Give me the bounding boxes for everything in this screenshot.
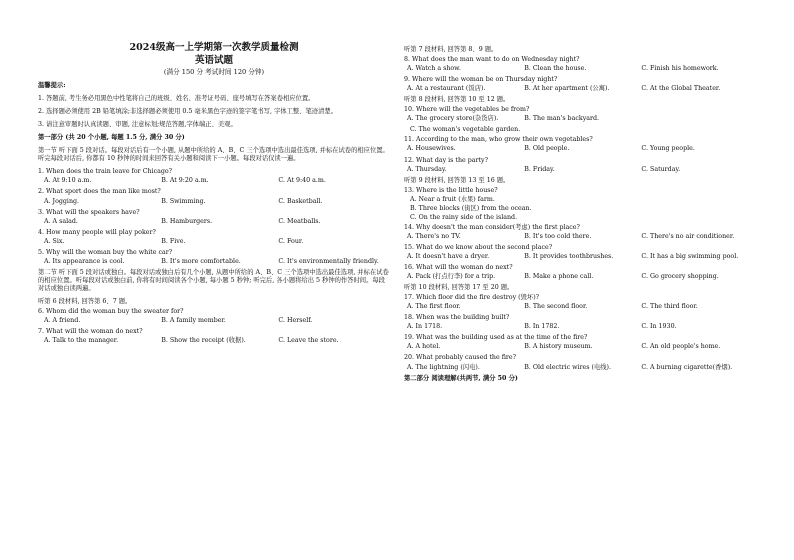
option-c[interactable]: C. It's environmentally friendly. (278, 257, 379, 265)
left-column (38, 42, 390, 348)
question-stem: 6. Whom did the woman buy the sweater for? (38, 308, 184, 316)
option-c[interactable]: C. Saturday. (641, 165, 681, 173)
option-b[interactable]: B. The man's backyard. (524, 115, 600, 123)
option-row (38, 198, 390, 206)
option-a[interactable]: A. A hotel. (407, 343, 441, 351)
option-b[interactable]: B. At 9:20 a.m. (161, 177, 209, 185)
exam-meta: (满分 150 分 考试时间 120 分钟) (163, 67, 265, 76)
question-stem: 19. What was the building used as at the time of the fire? (404, 334, 588, 342)
audio-instruction: 听第 7 段材料, 回答第 8、9 题。 (404, 46, 498, 53)
option-row (404, 253, 756, 261)
option-c[interactable]: C. On the rainy side of the island. (410, 213, 518, 221)
option-row (404, 343, 756, 351)
option-c[interactable]: C. An old people's home. (641, 343, 721, 351)
option-c[interactable]: C. At the Global Theater. (641, 85, 721, 93)
option-b[interactable]: B. At her apartment (公寓). (524, 85, 610, 93)
option-c[interactable]: C. A burning cigarette(香烟). (641, 363, 733, 371)
option-b[interactable]: B. It provides toothbrushes. (524, 252, 614, 260)
question-group (38, 168, 390, 265)
note-item: 2. 选择题必须使用 2B 铅笔填涂;非选择题必须使用 0.5 毫米黑色字迹的签字笔书写, 字体工整、笔迹清楚。 (38, 108, 337, 116)
question-stem: 5. Why will the woman buy the white car? (38, 248, 173, 256)
option-row (38, 218, 390, 226)
option-c[interactable]: C. Four. (278, 237, 304, 245)
option-b[interactable]: B. Three blocks (街区) from the ocean. (410, 204, 532, 212)
option-row (38, 238, 390, 246)
option-c[interactable]: C. Basketball. (278, 197, 323, 205)
option-row (404, 65, 756, 73)
question-stem: 3. What will the speakers have? (38, 208, 140, 216)
option-a[interactable]: A. It doesn't have a dryer. (407, 252, 490, 260)
question-group (404, 224, 756, 281)
question-stem: 8. What does the man want to do on Wednesday night? (404, 56, 580, 64)
option-row (38, 177, 390, 185)
option-a[interactable]: A. Near a fruit (水果) farm. (410, 195, 495, 203)
option-row (404, 273, 756, 281)
option-a[interactable]: A. Thursday. (407, 165, 447, 173)
audio-instruction: 听第 10 段材料, 回答第 17 至 20 题。 (404, 284, 514, 292)
option-b[interactable]: B. Swimming. (161, 197, 206, 205)
option-a[interactable]: A. Talk to the manager. (44, 337, 119, 345)
option-c[interactable]: C. The woman's vegetable garden. (410, 126, 521, 134)
option-a[interactable]: A. A friend. (44, 317, 81, 325)
question-stem: 16. What will the woman do next? (404, 264, 513, 272)
option-a[interactable]: A. Pack (打点行李) for a trip. (407, 273, 496, 281)
question-group (404, 294, 756, 371)
option-b[interactable]: B. Show the receipt (收据). (161, 337, 246, 345)
right-column (404, 44, 756, 388)
option-b[interactable]: B. A family member. (161, 317, 226, 325)
option-a[interactable]: A. At a restaurant (饭店). (407, 85, 486, 93)
option-c[interactable]: C. Herself. (278, 317, 313, 325)
question-group (404, 136, 756, 173)
exam-title: 2024级高一上学期第一次教学质量检测 (129, 42, 299, 53)
option-b[interactable]: B. Old electric wires (电线). (524, 363, 612, 371)
question-group (404, 56, 756, 93)
option-c[interactable]: C. In 1930. (641, 323, 677, 331)
section2-instructions: 第二节 听下面 5 段对话或独白。每段对话或独白后有几个小题, 从题中所给的 A、B、C 三个选项中选出最佳选项, 并标在试卷的相应位置。听每段对话或独白前, 你将有时间阅读各个小题, 每小题 5 秒钟; 听完后, 各小题将给出 5 秒钟的作答时间。每段对话或独白读两遍。 (38, 268, 389, 292)
question-stem: 2. What sport does the man like most? (38, 188, 161, 196)
option-a[interactable]: A. Its appearance is cool. (44, 257, 125, 265)
option-b[interactable]: B. A history museum. (524, 343, 593, 351)
option-row (38, 337, 390, 345)
option-row (404, 166, 756, 174)
note-item: 3. 请注意审题时认真读题、审题, 注意标划;规范答题,字体端正、美观。 (38, 121, 237, 129)
question-stem: 15. What do we know about the second place? (404, 243, 553, 251)
option-b[interactable]: B. Old people. (524, 145, 570, 153)
option-c[interactable]: C. Leave the store. (278, 337, 339, 345)
option-row (404, 364, 756, 372)
audio-instruction: 听第 8 段材料, 回答第 10 至 12 题。 (404, 96, 510, 104)
option-a[interactable]: A. Housewives. (407, 145, 456, 153)
option-a[interactable]: A. Six. (44, 237, 65, 245)
option-b[interactable]: B. Friday. (524, 165, 555, 173)
option-row (38, 317, 390, 325)
question-stem: 9. Where will the woman be on Thursday night? (404, 76, 558, 84)
option-row (38, 258, 390, 266)
option-c[interactable]: C. Finish his homework. (641, 65, 719, 73)
notes-heading: 温馨提示: (38, 82, 66, 90)
part1-heading: 第一部分 (共 20 个小题, 每题 1.5 分, 满分 30 分) (38, 134, 185, 142)
audio-instruction: 听第 9 段材料, 回答第 13 至 16 题。 (404, 176, 510, 184)
option-a[interactable]: A. The grocery store(杂货店). (407, 115, 499, 123)
question-stem: 14. Why doesn't the man consider(考虑) the first place? (404, 223, 580, 231)
question-group (38, 308, 390, 345)
question-stem: 13. Where is the little house? (404, 186, 498, 194)
section1-instructions: 第一节 听下面 5 段对话。每段对话后有一个小题, 从题中所给的 A、B、C 三个选项中选出最佳选项, 并标在试卷的相应位置。听完每段对话后, 你都有 10 秒钟的时间来回答有关小题和阅读下一小题。每段对话仅读一遍。 (38, 147, 389, 163)
option-b[interactable]: B. The second floor. (524, 303, 588, 311)
option-c[interactable]: C. At 9:40 a.m. (278, 177, 326, 185)
option-row (404, 145, 756, 153)
option-c[interactable]: C. Meatballs. (278, 217, 321, 225)
option-a[interactable]: A. A salad. (44, 217, 78, 225)
option-row (404, 115, 756, 123)
question-stem: 17. Which floor did the fire destroy (毁坏)? (404, 294, 540, 302)
option-b[interactable]: B. Hamburgers. (161, 217, 213, 225)
option-c[interactable]: C. There's no air conditioner. (641, 232, 735, 240)
question-stem: 18. When was the building built? (404, 314, 510, 322)
option-a[interactable]: A. The lightning (闪电). (407, 363, 480, 371)
option-a[interactable]: A. Jogging. (44, 197, 80, 205)
option-b[interactable]: B. In 1782. (524, 323, 560, 331)
option-c[interactable]: C. The third floor. (641, 303, 698, 311)
question-stem: 1. When does the train leave for Chicago? (38, 168, 173, 176)
option-a[interactable]: A. In 1718. (407, 323, 443, 331)
option-row (404, 85, 756, 93)
option-b[interactable]: B. It's too cold there. (524, 232, 592, 240)
question-stem: 20. What probably caused the fire? (404, 354, 517, 362)
option-b[interactable]: B. Clean the house. (524, 65, 587, 73)
option-c[interactable]: C. It has a big swimming pool. (641, 252, 739, 260)
option-row (404, 233, 756, 241)
note-item: 1. 答题前, 考生务必用黑色中性笔将自己的班级、姓名、准考证号码、座号填写在答案卷相应位置。 (38, 95, 315, 103)
option-a[interactable]: A. Watch a show. (407, 65, 461, 73)
question-stem: 7. What will the woman do next? (38, 328, 143, 336)
question-stem: 11. According to the man, who grow their own vegetables? (404, 136, 593, 144)
question-stem: 10. Where will the vegetables be from? (404, 106, 530, 114)
option-b[interactable]: B. Make a phone call. (524, 273, 594, 281)
question-stem: 12. What day is the party? (404, 156, 488, 164)
option-row (404, 303, 756, 311)
option-row (404, 323, 756, 331)
part2-heading: 第二部分 阅读理解(共两节, 满分 50 分) (404, 374, 518, 382)
option-c[interactable]: C. Go grocery shopping. (641, 273, 719, 281)
audio-instruction: 听第 6 段材料, 回答第 6、7 题。 (38, 298, 132, 305)
option-a[interactable]: A. At 9:10 a.m. (44, 177, 92, 185)
exam-subtitle: 英语试题 (194, 54, 233, 66)
question-stem: 4. How many people will play poker? (38, 228, 156, 236)
option-b[interactable]: B. It's more comfortable. (161, 257, 241, 265)
option-c[interactable]: C. Young people. (641, 145, 695, 153)
option-b[interactable]: B. Five. (161, 237, 186, 245)
option-a[interactable]: A. There's no TV. (407, 232, 461, 240)
option-a[interactable]: A. The first floor. (407, 303, 461, 311)
